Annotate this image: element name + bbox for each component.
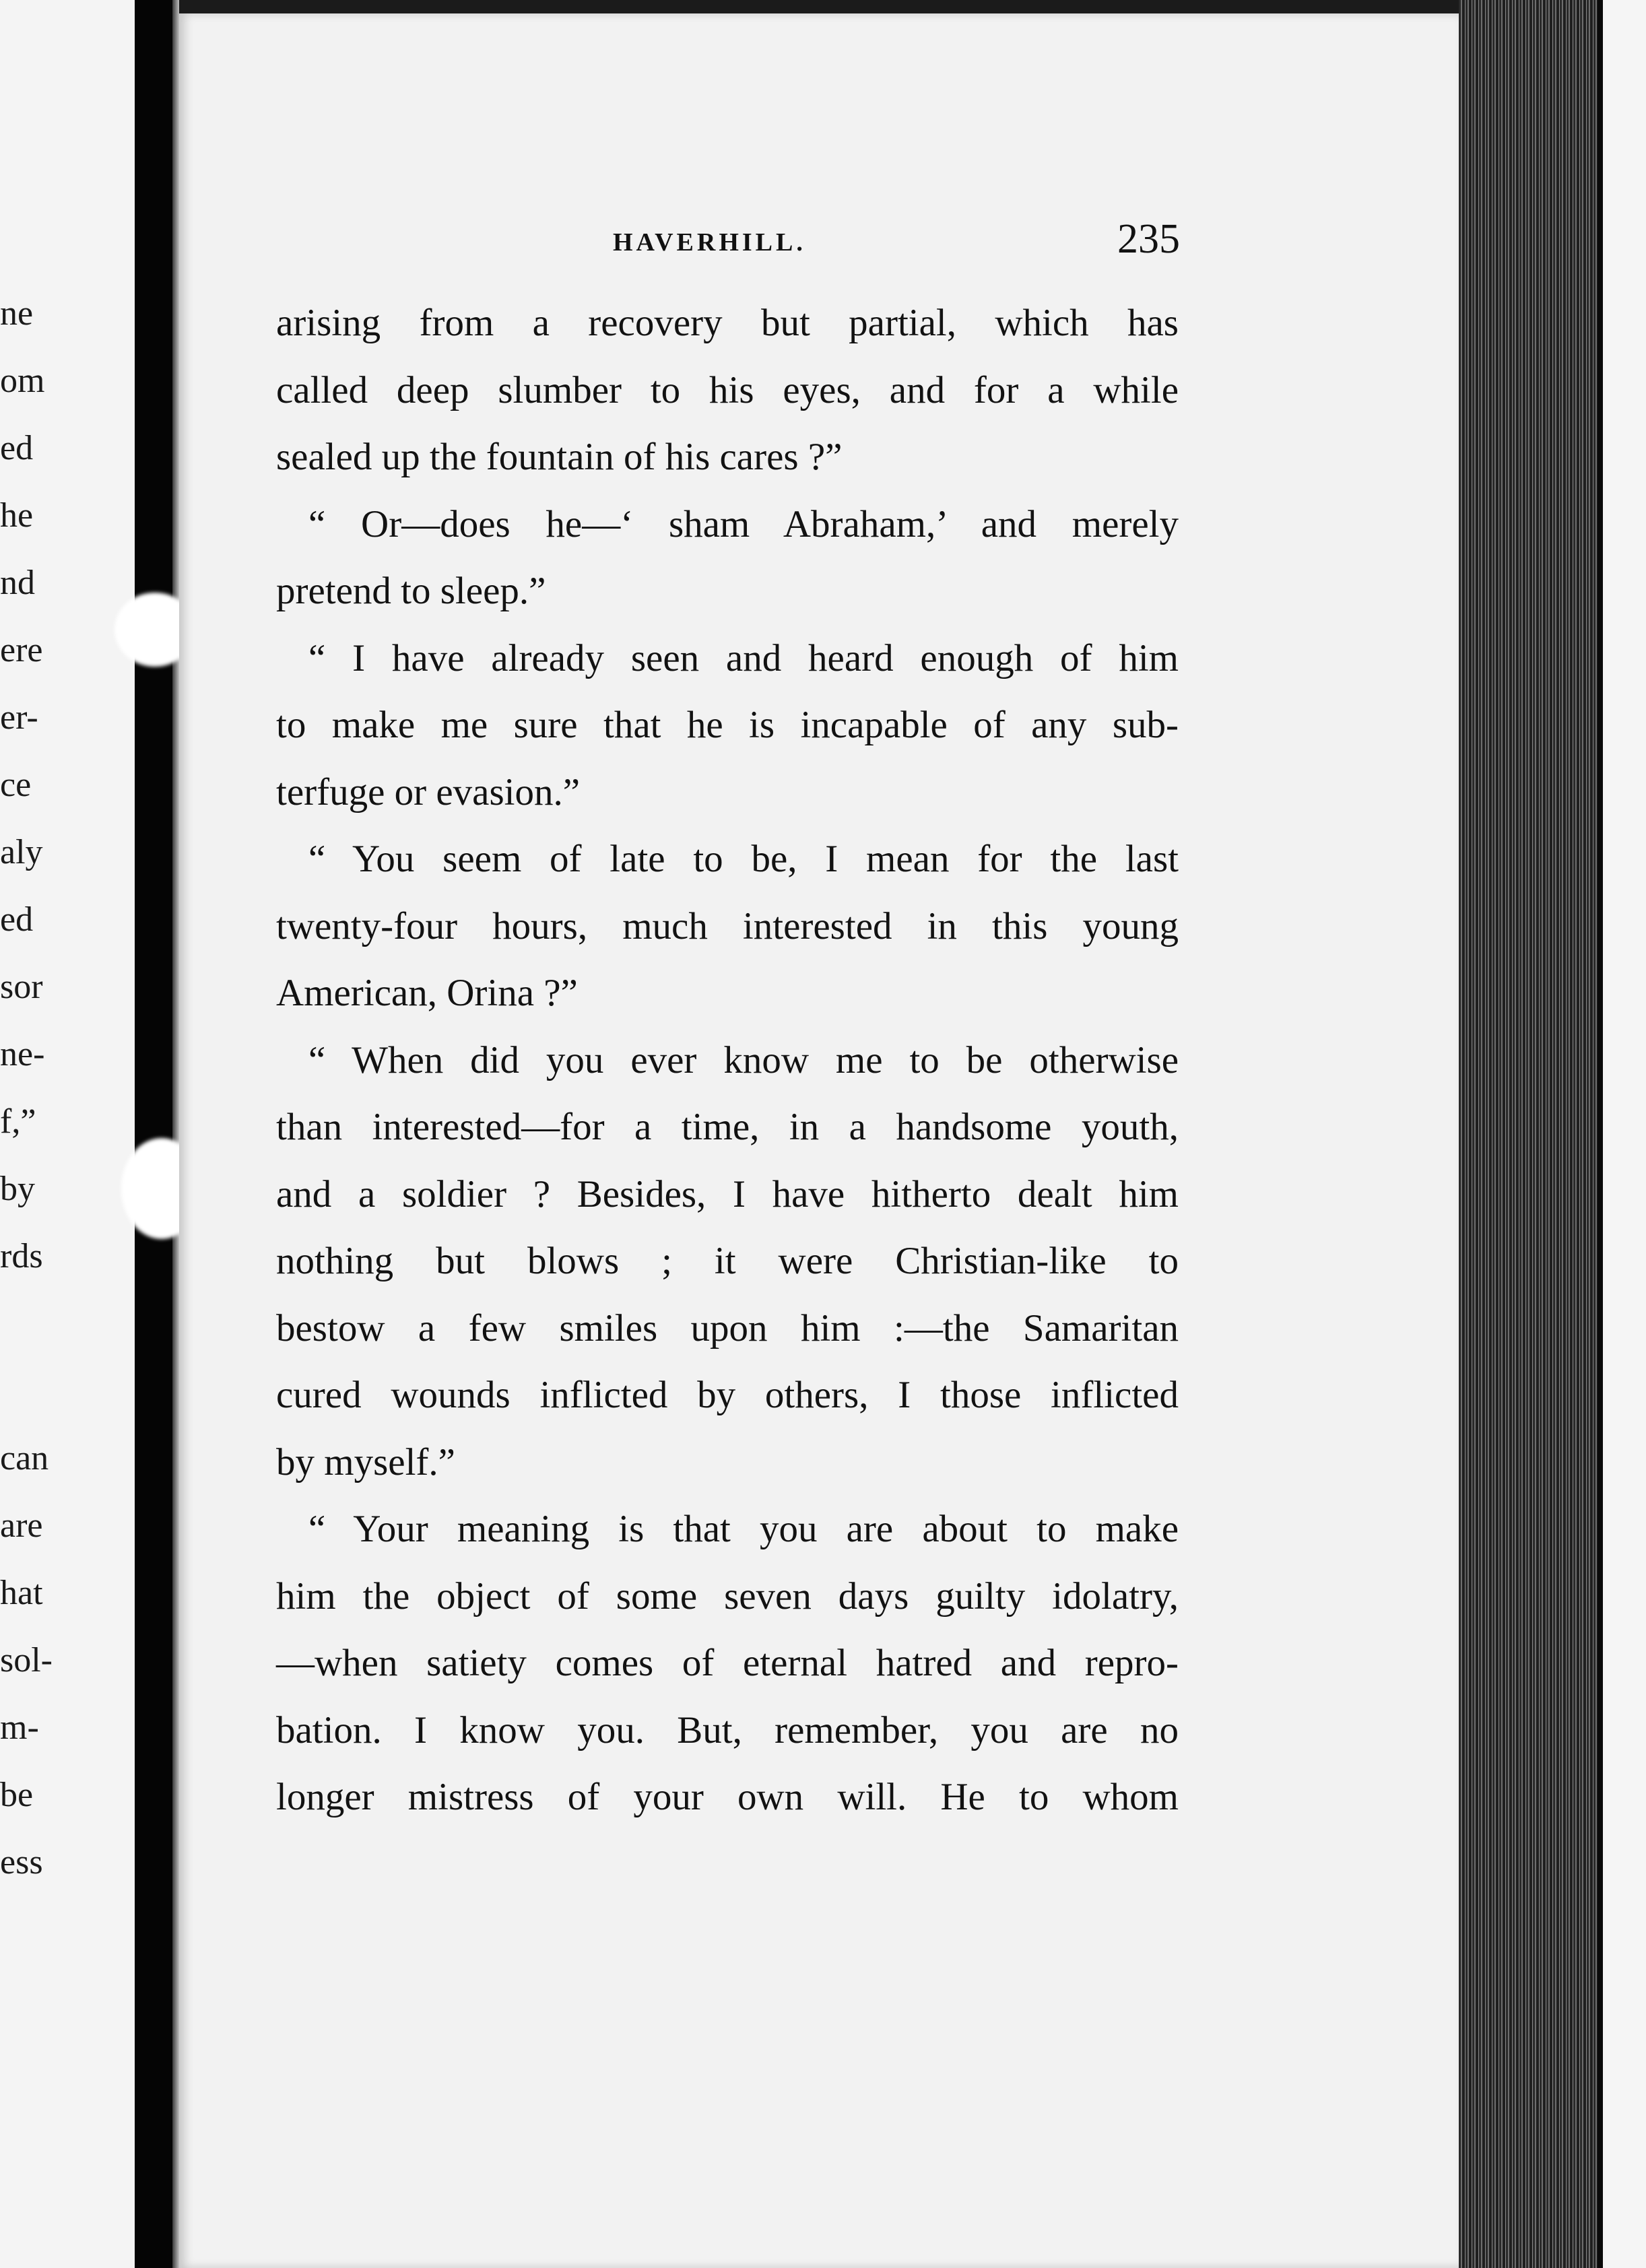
text-line: —when satiety comes of eternal hatred and repro- xyxy=(276,1642,1179,1684)
left-page-fragment: by xyxy=(0,1170,35,1208)
left-page-fragment: f,” xyxy=(0,1102,36,1141)
text-line: bation. I know you. But, remember, you are no xyxy=(276,1708,1179,1752)
text-line: “ You seem of late to be, I mean for the last xyxy=(308,838,1179,880)
left-page-fragment: er- xyxy=(0,698,38,737)
left-page-fragment: hat xyxy=(0,1574,43,1612)
left-page-fragment: nd xyxy=(0,564,35,602)
left-page-fragment: rds xyxy=(0,1237,43,1275)
body-text xyxy=(276,290,1179,1831)
text-line: him the object of some seven days guilty idolatry, xyxy=(276,1574,1179,1617)
left-page-fragment: ess xyxy=(0,1843,43,1881)
left-page-fragment: ed xyxy=(0,429,34,467)
text-line: “ Or—does he—‘ sham Abraham,’ and merely xyxy=(308,502,1179,545)
text-line: twenty-four hours, much interested in this young xyxy=(276,904,1179,947)
text-line: by myself.” xyxy=(276,1440,455,1483)
left-page-fragment: be xyxy=(0,1776,34,1814)
text-line: than interested—for a time, in a handsome youth, xyxy=(276,1106,1179,1148)
running-head xyxy=(431,215,1180,269)
scan-background-right xyxy=(1603,0,1646,2268)
left-page-fragment: ere xyxy=(0,631,43,669)
left-page-fragment: sor xyxy=(0,968,43,1006)
left-page-fragment: he xyxy=(0,496,34,535)
text-line: “ I have already seen and heard enough of him xyxy=(308,636,1179,679)
left-page-fragment: m- xyxy=(0,1708,39,1747)
text-line: cured wounds inflicted by others, I those inflicted xyxy=(276,1374,1179,1416)
left-facing-page xyxy=(0,0,152,2268)
left-page-fragment: om xyxy=(0,362,45,400)
binding-gutter xyxy=(135,0,172,2268)
text-line: nothing but blows ; it were Christian-like to xyxy=(276,1240,1179,1282)
left-page-fragment: ce xyxy=(0,766,32,804)
text-line: bestow a few smiles upon him :—the Samaritan xyxy=(276,1306,1179,1349)
left-page-fragment: ed xyxy=(0,900,34,939)
text-line: and a soldier ? Besides, I have hitherto dealt him xyxy=(276,1172,1179,1215)
left-page-fragment: can xyxy=(0,1439,49,1477)
text-line: “ When did you ever know me to be otherwise xyxy=(308,1038,1179,1081)
text-line: “ Your meaning is that you are about to make xyxy=(308,1508,1179,1550)
text-line: pretend to sleep.” xyxy=(276,570,546,612)
page-number: 235 xyxy=(1117,216,1180,262)
left-page-fragment: aly xyxy=(0,833,43,871)
left-page-fragment: ne- xyxy=(0,1035,45,1073)
text-line: arising from a recovery but partial, which has xyxy=(276,302,1179,344)
text-line: called deep slumber to his eyes, and for a while xyxy=(276,368,1179,411)
left-page-fragment: are xyxy=(0,1506,43,1545)
scan-top-edge xyxy=(179,0,1459,15)
text-line: American, Orina ?” xyxy=(276,972,578,1014)
running-title: HAVERHILL. xyxy=(613,228,806,257)
left-page-fragment: ne xyxy=(0,294,34,333)
text-line: sealed up the fountain of his cares ?” xyxy=(276,436,843,478)
left-page-fragment: sol- xyxy=(0,1641,53,1679)
text-line: longer mistress of your own will. He to whom xyxy=(276,1776,1179,1818)
text-line: terfuge or evasion.” xyxy=(276,770,581,813)
text-line: to make me sure that he is incapable of any sub- xyxy=(276,704,1179,746)
